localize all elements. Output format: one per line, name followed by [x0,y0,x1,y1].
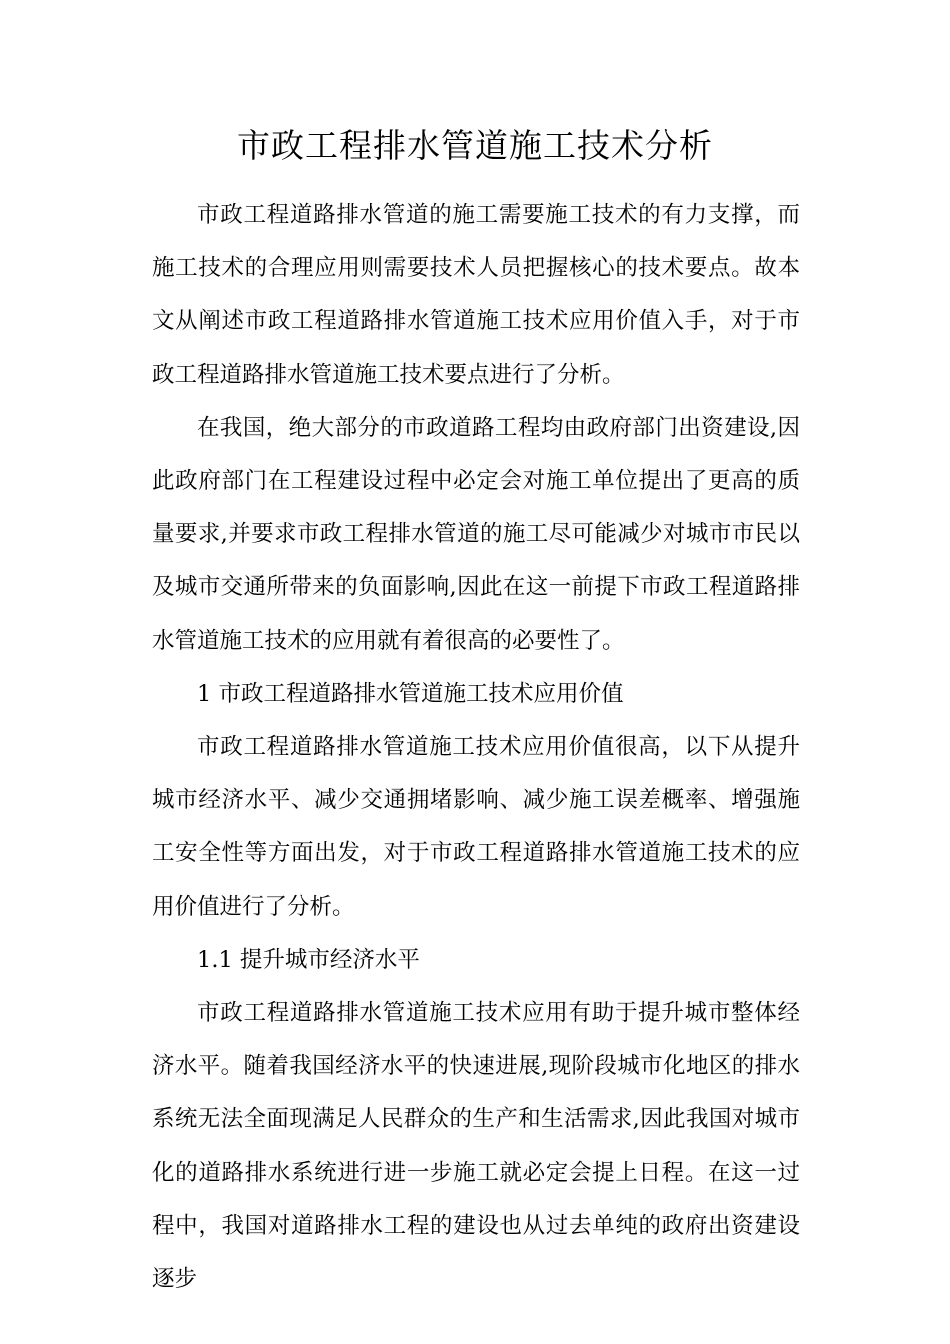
paragraph-section-1-1: 市政工程道路排水管道施工技术应用有助于提升城市整体经济水平。随着我国经济水平的快速进展,现阶段城市化地区的排水系统无法全面现满足人民群众的生产和生活需求,因此我国对城市化的道路排水系统进行进一步施工就必定会提上日程。在这一过程中，我国对道路排水工程的建设也从过去单纯的政府出资建设逐步 [152,1000,800,1293]
section-heading-1-1: 1.1 提升城市经济水平 [197,946,420,973]
paragraph-intro: 市政工程道路排水管道的施工需要施工技术的有力支撑，而施工技术的合理应用则需要技术人员把握核心的技术要点。故本文从阐述市政工程道路排水管道施工技术应用价值入手，对于市政工程道路排水管道施工技术要点进行了分析。 [152,202,800,388]
document-body [152,189,800,1306]
document-title: 市政工程排水管道施工技术分析 [237,126,713,165]
paragraph-background: 在我国，绝大部分的市政道路工程均由政府部门出资建设,因此政府部门在工程建设过程中必定会对施工单位提出了更高的质量要求,并要求市政工程排水管道的施工尽可能减少对城市市民以及城市交通所带来的负面影响,因此在这一前提下市政工程道路排水管道施工技术的应用就有着很高的必要性了。 [152,414,800,654]
paragraph-section-1: 市政工程道路排水管道施工技术应用价值很高，以下从提升城市经济水平、减少交通拥堵影响、减少施工误差概率、增强施工安全性等方面出发，对于市政工程道路排水管道施工技术的应用价值进行了分析。 [152,734,800,920]
section-heading-1: 1 市政工程道路排水管道施工技术应用价值 [197,680,624,707]
